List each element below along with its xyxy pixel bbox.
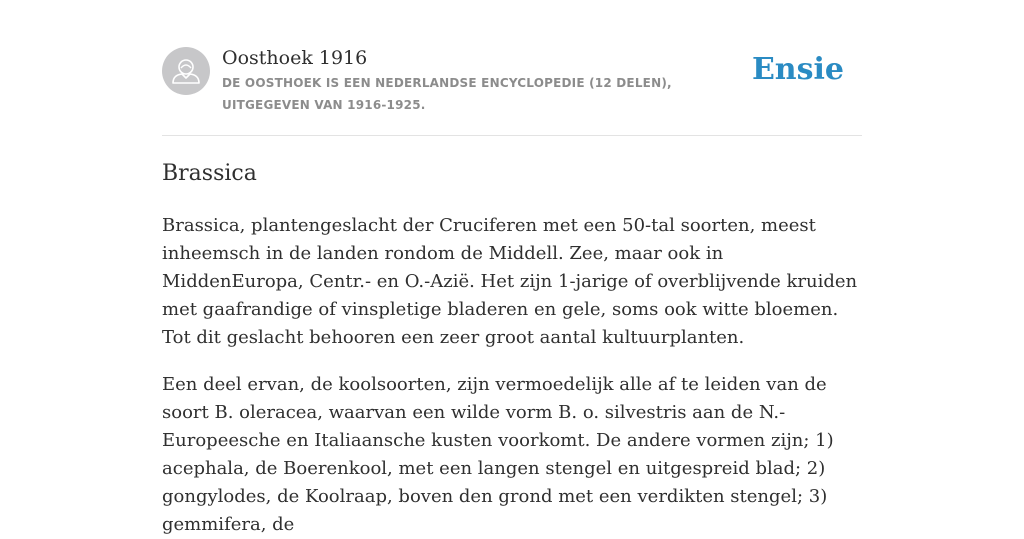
source-description: DE OOSTHOEK IS EEN NEDERLANDSE ENCYCLOPEDIE (12 DELEN), UITGEGEVEN VAN 1916-1925. — [222, 76, 672, 112]
header-divider — [162, 135, 862, 136]
source-header — [162, 46, 862, 116]
article-headword: Brassica — [162, 161, 257, 186]
avatar[interactable] — [162, 47, 210, 95]
source-title[interactable]: Oosthoek 1916 — [222, 47, 368, 69]
article — [162, 158, 867, 539]
ensie-logo[interactable]: Ensie — [751, 52, 844, 87]
article-paragraph: Brassica, plantengeslacht der Cruciferen met een 50-tal soorten, meest inheemsch in de landen rondom de Middell. Zee, maar ook in MiddenEuropa, Centr.- en O.-Azië. Het zijn 1-jarige of overblijvende kruiden met gaafrandige of vinspletige bladeren en gele, soms ook witte bloemen. Tot dit geslacht behooren een zeer groot aantal kultuurplanten. — [162, 215, 858, 348]
article-paragraph: Een deel ervan, de koolsoorten, zijn vermoedelijk alle af te leiden van de soort B. oleracea, waarvan een wilde vorm B. o. silvestris aan de N.-Europeesche en Italiaansche kusten voorkomt. De andere vormen zijn; 1) acephala, de Boerenkool, met een langen stengel en uitgespreid blad; 2) gongylodes, de Koolraap, boven den grond met een verdikten stengel; 3) gemmifera, de — [162, 374, 834, 535]
user-icon — [162, 47, 210, 95]
